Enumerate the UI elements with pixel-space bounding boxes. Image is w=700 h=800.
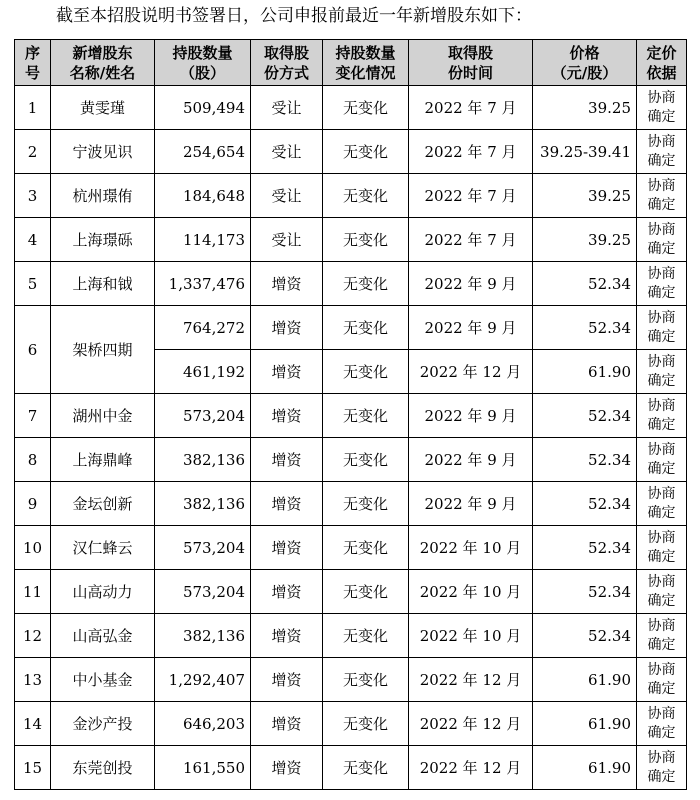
table-row xyxy=(15,438,687,482)
shareholder-name: 山高弘金 xyxy=(51,614,155,658)
share-change: 无变化 xyxy=(323,658,409,702)
header-shares: 持股数量 （股） xyxy=(155,40,251,86)
acquire-time: 2022 年 9 月 xyxy=(409,438,533,482)
table-header-row xyxy=(15,40,687,86)
header-method: 取得股 份方式 xyxy=(251,40,323,86)
table-row xyxy=(15,174,687,218)
shares-count: 573,204 xyxy=(155,394,251,438)
pricing-basis: 协商 确定 xyxy=(637,218,687,262)
table-row xyxy=(15,746,687,790)
intro-text: 截至本招股说明书签署日，公司申报前最近一年新增股东如下： xyxy=(56,6,532,26)
header-time: 取得股 份时间 xyxy=(409,40,533,86)
pricing-basis: 协商 确定 xyxy=(637,702,687,746)
shares-count: 573,204 xyxy=(155,570,251,614)
acquire-method: 增资 xyxy=(251,438,323,482)
acquire-method: 受让 xyxy=(251,174,323,218)
price: 61.90 xyxy=(533,658,637,702)
price: 39.25-39.41 xyxy=(533,130,637,174)
price: 61.90 xyxy=(533,350,637,394)
price: 61.90 xyxy=(533,746,637,790)
acquire-method: 增资 xyxy=(251,350,323,394)
row-no: 4 xyxy=(15,218,51,262)
pricing-basis: 协商 确定 xyxy=(637,174,687,218)
acquire-method: 受让 xyxy=(251,130,323,174)
header-basis: 定价 依据 xyxy=(637,40,687,86)
row-no: 2 xyxy=(15,130,51,174)
share-change: 无变化 xyxy=(323,746,409,790)
header-price: 价格 （元/股） xyxy=(533,40,637,86)
acquire-method: 增资 xyxy=(251,394,323,438)
row-no: 12 xyxy=(15,614,51,658)
acquire-time: 2022 年 9 月 xyxy=(409,262,533,306)
acquire-time: 2022 年 7 月 xyxy=(409,130,533,174)
row-no: 9 xyxy=(15,482,51,526)
shareholder-name: 汉仁蜂云 xyxy=(51,526,155,570)
shares-count: 509,494 xyxy=(155,86,251,130)
shares-count: 114,173 xyxy=(155,218,251,262)
shareholder-name: 上海鼎峰 xyxy=(51,438,155,482)
shareholder-name: 金坛创新 xyxy=(51,482,155,526)
price: 52.34 xyxy=(533,570,637,614)
acquire-time: 2022 年 9 月 xyxy=(409,306,533,350)
acquire-time: 2022 年 9 月 xyxy=(409,394,533,438)
shareholder-name: 东莞创投 xyxy=(51,746,155,790)
share-change: 无变化 xyxy=(323,218,409,262)
new-shareholders-table xyxy=(14,39,687,790)
acquire-time: 2022 年 7 月 xyxy=(409,174,533,218)
acquire-method: 增资 xyxy=(251,482,323,526)
table-row xyxy=(15,658,687,702)
shares-count: 254,654 xyxy=(155,130,251,174)
acquire-method: 增资 xyxy=(251,702,323,746)
acquire-method: 增资 xyxy=(251,614,323,658)
row-no: 8 xyxy=(15,438,51,482)
share-change: 无变化 xyxy=(323,526,409,570)
share-change: 无变化 xyxy=(323,262,409,306)
pricing-basis: 协商 确定 xyxy=(637,350,687,394)
table-row xyxy=(15,614,687,658)
acquire-time: 2022 年 9 月 xyxy=(409,482,533,526)
shares-count: 461,192 xyxy=(155,350,251,394)
acquire-method: 增资 xyxy=(251,526,323,570)
table-row xyxy=(15,86,687,130)
row-no: 6 xyxy=(15,306,51,394)
shareholder-name: 上海璟砾 xyxy=(51,218,155,262)
row-no: 13 xyxy=(15,658,51,702)
pricing-basis: 协商 确定 xyxy=(637,658,687,702)
pricing-basis: 协商 确定 xyxy=(637,438,687,482)
price: 52.34 xyxy=(533,262,637,306)
table-row xyxy=(15,526,687,570)
pricing-basis: 协商 确定 xyxy=(637,614,687,658)
acquire-method: 增资 xyxy=(251,262,323,306)
header-name: 新增股东 名称/姓名 xyxy=(51,40,155,86)
row-no: 3 xyxy=(15,174,51,218)
price: 52.34 xyxy=(533,526,637,570)
shareholder-name: 金沙产投 xyxy=(51,702,155,746)
acquire-time: 2022 年 7 月 xyxy=(409,86,533,130)
row-no: 5 xyxy=(15,262,51,306)
acquire-time: 2022 年 10 月 xyxy=(409,570,533,614)
pricing-basis: 协商 确定 xyxy=(637,306,687,350)
shareholder-name: 架桥四期 xyxy=(51,306,155,394)
acquire-method: 受让 xyxy=(251,218,323,262)
share-change: 无变化 xyxy=(323,570,409,614)
pricing-basis: 协商 确定 xyxy=(637,130,687,174)
acquire-method: 增资 xyxy=(251,746,323,790)
table-row xyxy=(15,306,687,350)
row-no: 15 xyxy=(15,746,51,790)
shares-count: 184,648 xyxy=(155,174,251,218)
price: 39.25 xyxy=(533,86,637,130)
shares-count: 573,204 xyxy=(155,526,251,570)
acquire-time: 2022 年 12 月 xyxy=(409,658,533,702)
acquire-time: 2022 年 12 月 xyxy=(409,746,533,790)
share-change: 无变化 xyxy=(323,614,409,658)
shares-count: 646,203 xyxy=(155,702,251,746)
share-change: 无变化 xyxy=(323,482,409,526)
acquire-time: 2022 年 12 月 xyxy=(409,702,533,746)
row-no: 14 xyxy=(15,702,51,746)
pricing-basis: 协商 确定 xyxy=(637,86,687,130)
table-row xyxy=(15,702,687,746)
acquire-method: 增资 xyxy=(251,306,323,350)
table-row xyxy=(15,130,687,174)
row-no: 11 xyxy=(15,570,51,614)
acquire-time: 2022 年 7 月 xyxy=(409,218,533,262)
pricing-basis: 协商 确定 xyxy=(637,262,687,306)
header-no: 序 号 xyxy=(15,40,51,86)
shares-count: 382,136 xyxy=(155,482,251,526)
table-row xyxy=(15,218,687,262)
price: 39.25 xyxy=(533,218,637,262)
share-change: 无变化 xyxy=(323,130,409,174)
share-change: 无变化 xyxy=(323,702,409,746)
shares-count: 764,272 xyxy=(155,306,251,350)
acquire-time: 2022 年 10 月 xyxy=(409,614,533,658)
share-change: 无变化 xyxy=(323,394,409,438)
shareholder-name: 杭州璟侑 xyxy=(51,174,155,218)
shares-count: 161,550 xyxy=(155,746,251,790)
acquire-time: 2022 年 10 月 xyxy=(409,526,533,570)
acquire-time: 2022 年 12 月 xyxy=(409,350,533,394)
row-no: 1 xyxy=(15,86,51,130)
shareholder-name: 上海和钺 xyxy=(51,262,155,306)
pricing-basis: 协商 确定 xyxy=(637,526,687,570)
row-no: 10 xyxy=(15,526,51,570)
shares-count: 1,292,407 xyxy=(155,658,251,702)
price: 52.34 xyxy=(533,482,637,526)
header-change: 持股数量 变化情况 xyxy=(323,40,409,86)
table-row xyxy=(15,482,687,526)
shareholder-name: 山高动力 xyxy=(51,570,155,614)
share-change: 无变化 xyxy=(323,350,409,394)
table-row xyxy=(15,394,687,438)
share-change: 无变化 xyxy=(323,174,409,218)
price: 52.34 xyxy=(533,614,637,658)
table-row xyxy=(15,570,687,614)
shares-count: 382,136 xyxy=(155,614,251,658)
share-change: 无变化 xyxy=(323,86,409,130)
price: 39.25 xyxy=(533,174,637,218)
shares-count: 382,136 xyxy=(155,438,251,482)
price: 52.34 xyxy=(533,394,637,438)
acquire-method: 增资 xyxy=(251,570,323,614)
price: 52.34 xyxy=(533,438,637,482)
row-no: 7 xyxy=(15,394,51,438)
price: 61.90 xyxy=(533,702,637,746)
acquire-method: 受让 xyxy=(251,86,323,130)
shares-count: 1,337,476 xyxy=(155,262,251,306)
share-change: 无变化 xyxy=(323,306,409,350)
shareholder-name: 湖州中金 xyxy=(51,394,155,438)
price: 52.34 xyxy=(533,306,637,350)
shareholder-name: 黄雯瑾 xyxy=(51,86,155,130)
pricing-basis: 协商 确定 xyxy=(637,746,687,790)
shareholder-name: 宁波见识 xyxy=(51,130,155,174)
pricing-basis: 协商 确定 xyxy=(637,570,687,614)
acquire-method: 增资 xyxy=(251,658,323,702)
share-change: 无变化 xyxy=(323,438,409,482)
pricing-basis: 协商 确定 xyxy=(637,482,687,526)
pricing-basis: 协商 确定 xyxy=(637,394,687,438)
shareholder-name: 中小基金 xyxy=(51,658,155,702)
table-row xyxy=(15,262,687,306)
